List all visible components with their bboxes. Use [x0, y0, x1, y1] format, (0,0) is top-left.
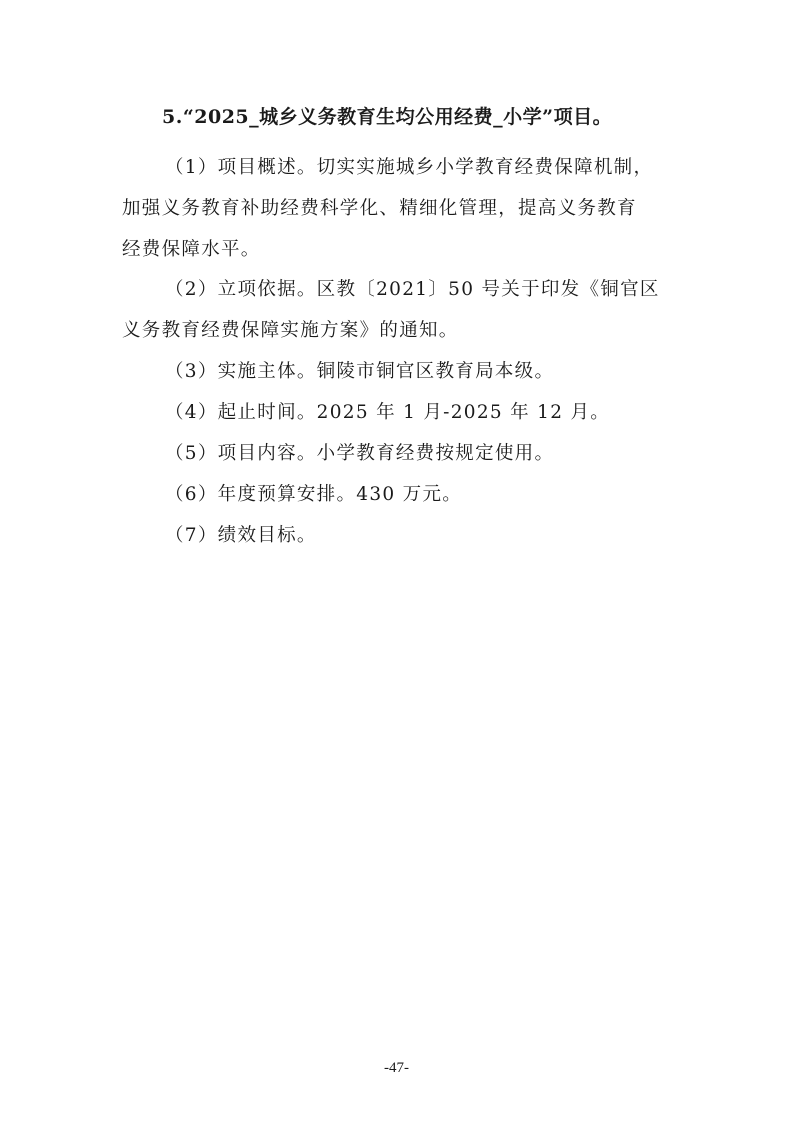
paragraph-line: （5）项目内容。小学教育经费按规定使用。	[165, 443, 555, 464]
paragraph-line: 加强义务教育补助经费科学化、精细化管理，提高义务教育	[122, 198, 637, 219]
paragraph-line: （3）实施主体。铜陵市铜官区教育局本级。	[165, 361, 555, 382]
paragraph-project-basis	[122, 269, 682, 351]
paragraph-line: （7）绩效目标。	[165, 525, 317, 546]
page-number: -47-	[384, 1060, 409, 1076]
paragraph-implementing-body	[122, 351, 682, 392]
paragraph-performance-goals	[122, 515, 682, 556]
paragraph-line: 义务教育经费保障实施方案》的通知。	[122, 320, 459, 341]
paragraph-line: （6）年度预算安排。430 万元。	[165, 484, 463, 505]
paragraph-line: （1）项目概述。切实实施城乡小学教育经费保障机制，	[165, 157, 654, 178]
paragraph-line: （4）起止时间。2025 年 1 月-2025 年 12 月。	[165, 402, 611, 423]
paragraph-project-overview	[122, 147, 682, 270]
paragraph-time-period	[122, 392, 682, 433]
paragraph-project-content	[122, 433, 682, 474]
section-heading: 5.“2025_城乡义务教育生均公用经费_小学”项目。	[162, 106, 613, 128]
paragraph-line: 经费保障水平。	[122, 239, 261, 260]
paragraph-annual-budget	[122, 474, 682, 515]
paragraph-line: （2）立项依据。区教〔2021〕50 号关于印发《铜官区	[165, 279, 660, 300]
